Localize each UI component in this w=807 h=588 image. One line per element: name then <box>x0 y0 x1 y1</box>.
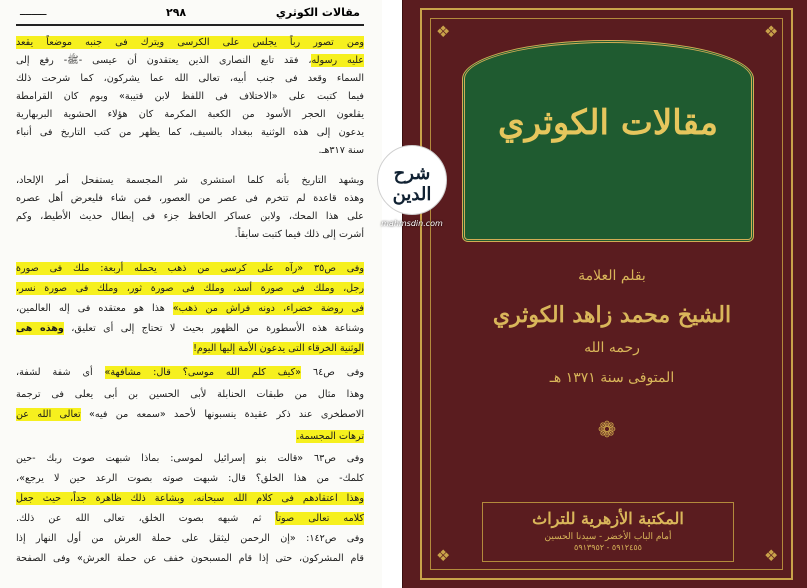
flower-ornament-icon: ❁ <box>597 418 617 443</box>
text-line <box>16 364 364 382</box>
line-text: وفى ص١٤٢: «إن الرحمن ليثقل على حملة العرش من أول النهار إذا <box>16 533 364 544</box>
line-text: أى شفة لشفة، <box>16 367 105 378</box>
line-text: وفى ص٦٤ <box>301 367 364 378</box>
line-text: وهذه قاعدة لم تتخرم فى عصر من العصور، فمن شاء فليعرض أهل عصره <box>16 193 364 204</box>
watermark-logo <box>377 145 447 245</box>
line-text: ثم شبهه بصوت الخلق، تعالى الله عن ذلك. <box>16 513 276 524</box>
line-text: يقلعون الحجر الأسود من الكعبة المكرمة كان هؤلاء الحشوية البربهارية <box>16 109 364 120</box>
text-line <box>16 340 364 358</box>
text-line <box>16 142 364 160</box>
text-line <box>16 530 364 548</box>
highlighted-text: رجل، وملك فى صورة أسد، وملك فى صورة ثور، وملك فى صورة نسر، <box>16 283 364 294</box>
text-line <box>16 450 364 468</box>
line-text: وشناعة هذه الأسطورة من الظهور بحيث لا تحتاج إلى أى تعليق، <box>63 323 364 334</box>
highlighted-text: فى روضة خضراء، دونه فراش من ذهب» <box>172 303 364 314</box>
text-line <box>16 172 364 190</box>
cover-by-line: بقلم العلامة <box>578 268 646 284</box>
text-line <box>16 320 364 338</box>
text-line <box>16 280 364 298</box>
text-line <box>16 52 364 70</box>
text-line <box>16 300 364 318</box>
corner-ornament-icon: ❖ <box>764 22 779 41</box>
line-text: قام المشركون، حتى إذا قام المسبحون خفف عن حملة العرش» وفى الصفحة <box>16 553 364 564</box>
text-line <box>16 208 364 226</box>
text-line <box>16 226 364 244</box>
highlighted-text: الوثنية الخرقاء التى يدعون الأمة إليها اليوم! <box>193 343 364 354</box>
running-title: مقالات الكوثري <box>275 6 360 19</box>
text-line <box>16 550 364 568</box>
publisher-box <box>482 502 734 562</box>
line-text: الاصطخرى عند ذكر عقيدة ينسبونها لأحمد «سمعه من فيه» <box>80 409 364 420</box>
text-line <box>16 470 364 488</box>
text-line <box>16 386 364 404</box>
publisher-phone: ٥٩١٢٤٥٥ - ٥٩١٣٩٥٢ <box>574 543 642 552</box>
book-cover <box>382 0 807 588</box>
text-line <box>16 490 364 508</box>
line-text: أشرت إلى ذلك فيما كتبت سابقاً. <box>234 229 364 240</box>
book-page <box>0 0 383 588</box>
highlighted-text: عليه رسوله <box>311 55 364 66</box>
cover-author: الشيخ محمد زاهد الكوثري <box>492 302 732 328</box>
line-text: وفى ص٦٣ «قالت بنو إسرائيل لموسى: بماذا شبهت صوت ربك -حين <box>16 453 364 464</box>
highlighted-text: ومن تصور رباً يجلس على الكرسى ويترك فى جنبه موضعاً يقعد <box>16 37 364 48</box>
line-text: السماء وقعد فى جنب أبيه، تعالى الله عما يشركون، كما شرحت ذلك <box>16 73 364 84</box>
header-ornament: ـــــــــ <box>20 7 47 18</box>
highlighted-text: تعالى الله عن <box>16 409 81 420</box>
corner-ornament-icon: ❖ <box>436 546 451 565</box>
line-text: هذا هو معتقده فى إله العالمين، <box>16 303 173 314</box>
line-text: وهذا مثال من طبقات الحنابلة لأبى الحسين بن أبى يعلى فى ترجمة <box>16 389 364 400</box>
corner-ornament-icon: ❖ <box>764 546 779 565</box>
page-header <box>16 4 364 26</box>
text-line <box>16 34 364 52</box>
title-panel <box>462 40 754 242</box>
page-number: ٢٩٨ <box>166 6 187 19</box>
cover-died: المتوفى سنة ١٣٧١ هـ <box>549 370 675 386</box>
highlighted-text: «كيف كلم الله موسى؟ قال: مشافهة» <box>104 367 302 378</box>
line-text: على هذا المحك، ولابن عساكر الحافظ جزء فى إبطال حديث الأطيط، وكم <box>16 211 364 222</box>
text-line <box>16 88 364 106</box>
highlighted-text: وفى ص٣٥ «رآه على كرسى من ذهب يحمله أربعة: ملك فى صورة <box>16 263 364 274</box>
highlighted-text: وهذا اعتقادهم فى كلام الله سبحانه، وبشاعة ذلك ظاهرة جداً، حيث جعل <box>16 493 364 504</box>
logo-text: شرح الدين <box>392 163 432 205</box>
highlighted-text: كلامه تعالى صوتاً <box>275 513 364 524</box>
text-line <box>16 260 364 278</box>
line-text: كلمك- من هذا الخلق؟ قال: شبهت صوته بصوت الرعد حين لا يرجع»، <box>16 473 364 484</box>
line-text: فيما كتبت على «الاختلاف فى اللفظ لابن قتيبة» ويوم كان القرامطة <box>16 91 364 102</box>
line-text: يدعون إلى هذه الوثنية ببغداد بالسيف، كما يظهر من كتب التاريخ فى أنباء <box>16 127 364 138</box>
line-text: ويشهد التاريخ بأنه كلما استشرى شر المجسمة يستفحل أمر الإلحاد، <box>16 175 364 186</box>
text-line <box>16 124 364 142</box>
cover-title: مقالات الكوثري <box>498 103 718 143</box>
text-line <box>16 510 364 528</box>
text-line <box>16 70 364 88</box>
text-line <box>16 190 364 208</box>
text-line <box>16 106 364 124</box>
highlighted-text: وهذه هى <box>16 323 64 334</box>
publisher-name: المكتبة الأزهرية للتراث <box>532 509 684 528</box>
highlighted-text: ترهات المجسمة. <box>296 431 364 442</box>
text-line <box>16 406 364 424</box>
text-line <box>16 428 364 446</box>
line-text: ، فقد تابع النصارى الذين يعتقدون أن عيسى -ﷺ- رفع إلى <box>16 55 312 66</box>
publisher-address: أمام الباب الأخضر - سيدنا الحسين <box>544 532 672 542</box>
cover-rip: رحمه الله <box>584 340 640 356</box>
line-text: سنة ٣١٧هـ. <box>318 145 364 156</box>
logo-url: mahmsdin.com <box>381 219 443 228</box>
corner-ornament-icon: ❖ <box>436 22 451 41</box>
